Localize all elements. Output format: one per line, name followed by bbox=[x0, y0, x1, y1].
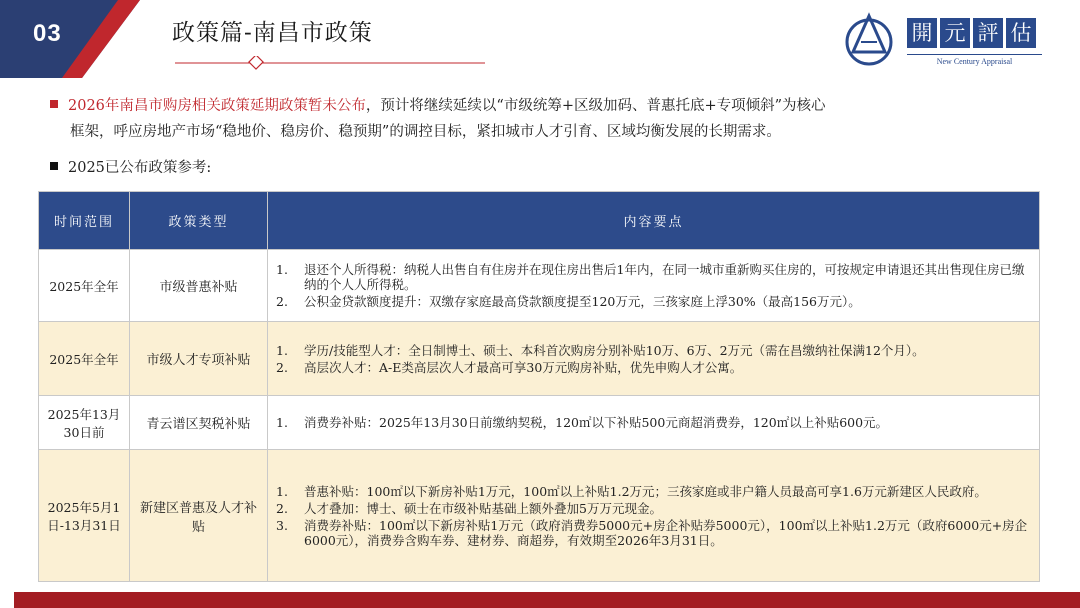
cell-time: 2025年全年 bbox=[39, 250, 130, 322]
list-item bbox=[276, 484, 1029, 499]
cell-content bbox=[268, 450, 1040, 582]
cell-time: 2025年全年 bbox=[39, 322, 130, 396]
item-number: 1. bbox=[276, 483, 288, 499]
logo-char: 開 bbox=[907, 18, 937, 48]
cell-content bbox=[268, 250, 1040, 322]
column-header-type: 政策类型 bbox=[130, 192, 268, 250]
logo-english-name: New Century Appraisal bbox=[907, 54, 1042, 66]
item-number: 3. bbox=[276, 517, 288, 533]
bullet-square-icon bbox=[50, 162, 58, 170]
list-item bbox=[276, 415, 1029, 430]
column-header-time: 时间范围 bbox=[39, 192, 130, 250]
logo-char: 估 bbox=[1006, 18, 1036, 48]
list-item bbox=[276, 360, 1029, 375]
cell-content bbox=[268, 322, 1040, 396]
item-text: 普惠补贴：100㎡以下新房补贴1万元，100㎡以上补贴1.2万元；三孩家庭或非户籍人员最高可享1.6万元新建区人民政府。 bbox=[304, 483, 987, 499]
table-row bbox=[39, 450, 1040, 582]
section-corner-decoration bbox=[0, 0, 140, 78]
page-title: 政策篇-南昌市政策 bbox=[172, 20, 373, 46]
item-number: 1. bbox=[276, 262, 288, 277]
title-underline-decoration bbox=[175, 56, 485, 76]
logo-char: 評 bbox=[973, 18, 1003, 48]
section-number: 03 bbox=[33, 20, 62, 47]
column-header-content: 内容要点 bbox=[268, 192, 1040, 250]
table-row bbox=[39, 396, 1040, 450]
list-item bbox=[276, 518, 1029, 548]
item-text: 消费券补贴：2025年13月30日前缴纳契税，120㎡以下补贴500元商超消费券，120㎡以上补贴600元。 bbox=[304, 415, 889, 430]
table-header-row bbox=[39, 192, 1040, 250]
item-text: 公积金贷款额度提升：双缴存家庭最高贷款额度提至120万元，三孩家庭上浮30%（最高156万元）。 bbox=[304, 294, 861, 309]
item-text: 高层次人才：A-E类高层次人才最高可享30万元购房补贴，优先申购人才公寓。 bbox=[304, 359, 743, 375]
list-item bbox=[276, 294, 1029, 309]
bullet-text-continued: 框架，呼应房地产市场“稳地价、稳房价、稳预期”的调控目标，紧扣城市人才引育、区域均衡发展的长期需求。 bbox=[70, 124, 781, 140]
bullet-square-icon bbox=[50, 100, 58, 108]
item-number: 1. bbox=[276, 415, 288, 430]
list-item bbox=[276, 262, 1029, 292]
item-text: 退还个人所得税：纳税人出售自有住房并在现住房出售后1年内，在同一城市重新购买住房的，可按规定申请退还其出售现住房已缴纳的个人人所得税。 bbox=[304, 262, 1025, 292]
logo-emblem-icon bbox=[843, 12, 895, 68]
table-row bbox=[39, 322, 1040, 396]
bullet-text: ，预计将继续延续以“市级统筹+区级加码、普惠托底+专项倾斜”为核心 bbox=[365, 98, 826, 114]
cell-type: 市级普惠补贴 bbox=[130, 250, 268, 322]
list-item bbox=[276, 343, 1029, 358]
item-number: 2. bbox=[276, 500, 288, 516]
logo-char: 元 bbox=[940, 18, 970, 48]
bullet-highlight-text: 2026年南昌市购房相关政策延期政策暂未公布 bbox=[68, 98, 366, 114]
item-number: 2. bbox=[276, 359, 288, 375]
bullet-2025-reference bbox=[50, 155, 211, 181]
table-row bbox=[39, 250, 1040, 322]
cell-time: 2025年13月30日前 bbox=[39, 396, 130, 450]
logo-chinese-name bbox=[907, 18, 1036, 48]
item-text: 人才叠加：博士、硕士在市级补贴基础上额外叠加5万万元现金。 bbox=[304, 500, 662, 516]
item-number: 2. bbox=[276, 294, 288, 309]
bullet-text: 2025已公布政策参考: bbox=[68, 160, 212, 176]
footer-bar bbox=[14, 592, 1080, 608]
cell-type: 青云谱区契税补贴 bbox=[130, 396, 268, 450]
item-number: 1. bbox=[276, 342, 288, 358]
company-logo bbox=[843, 12, 1048, 68]
list-item bbox=[276, 501, 1029, 516]
bullet-policy-outlook bbox=[50, 93, 1025, 145]
cell-content bbox=[268, 396, 1040, 450]
policy-table bbox=[38, 191, 1040, 582]
item-text: 学历/技能型人才：全日制博士、硕士、本科首次购房分别补贴10万、6万、2万元（需在昌缴纳社保满12个月）。 bbox=[304, 342, 925, 358]
cell-type: 市级人才专项补贴 bbox=[130, 322, 268, 396]
cell-type: 新建区普惠及人才补贴 bbox=[130, 450, 268, 582]
item-text: 消费券补贴：100㎡以下新房补贴1万元（政府消费券5000元+房企补贴券5000元），100㎡以上补贴1.2万元（政府6000元+房企6000元），消费券含购车券、建材券、商超券，有效期至2026年3月31日。 bbox=[304, 517, 1028, 548]
cell-time: 2025年5月1日-13月31日 bbox=[39, 450, 130, 582]
